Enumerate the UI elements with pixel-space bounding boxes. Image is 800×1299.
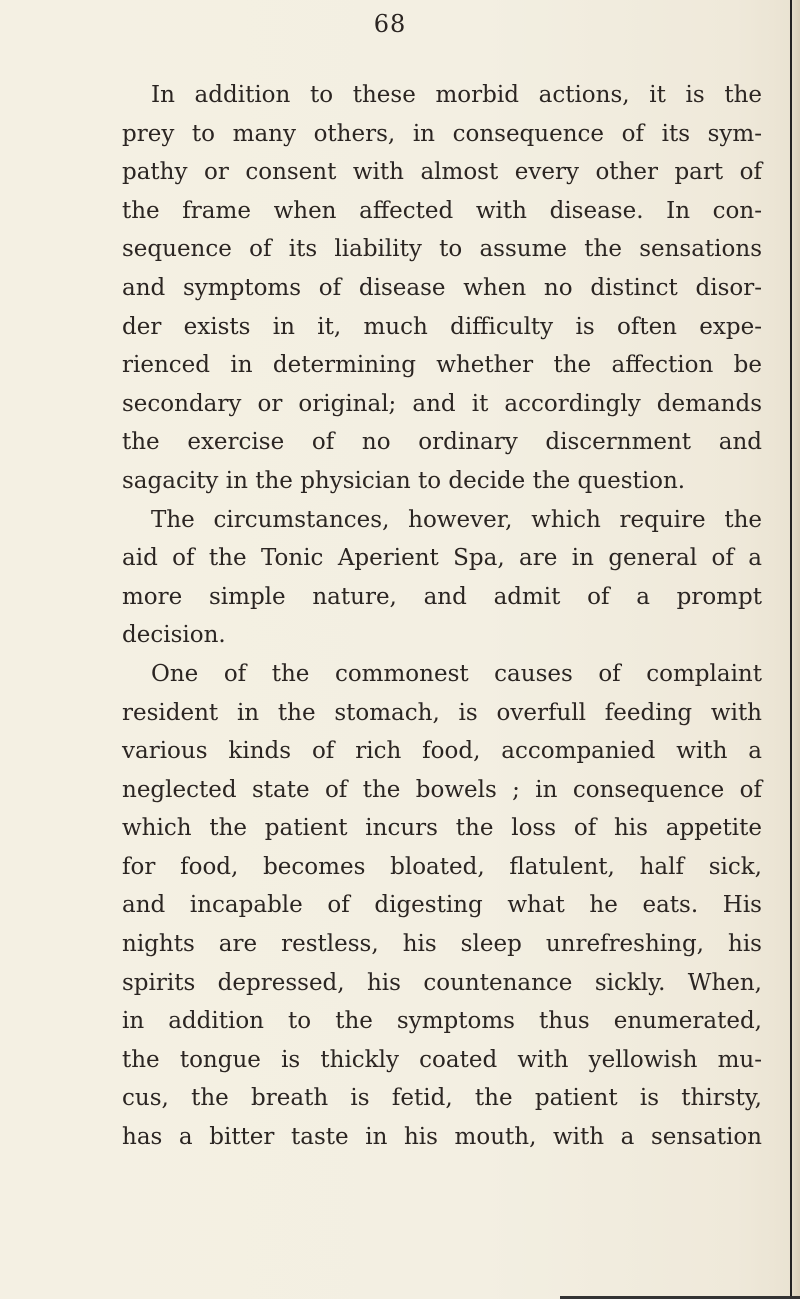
paragraph-3-line-2: resident in the stomach, is overfull feeding with <box>122 699 762 726</box>
paragraph-2-line-1: The circumstances, however, which require the <box>151 506 762 533</box>
paragraph-3-line-11: the tongue is thickly coated with yellowish mu- <box>122 1046 762 1073</box>
paragraph-1-line-9: secondary or original; and it accordingly demands <box>122 390 762 417</box>
paragraph-3-line-6: for food, becomes bloated, flatulent, half sick, <box>122 853 762 880</box>
paragraph-3-line-5: which the patient incurs the loss of his appetite <box>122 815 762 842</box>
paragraph-2-line-2: aid of the Tonic Aperient Spa, are in general of a <box>122 545 762 572</box>
paragraph-3-line-3: various kinds of rich food, accompanied with a <box>122 738 762 765</box>
paragraph-3-line-12: cus, the breath is fetid, the patient is thirsty, <box>122 1085 762 1112</box>
paragraph-3-line-10: in addition to the symptoms thus enumerated, <box>122 1008 762 1035</box>
paragraph-3-line-7: and incapable of digesting what he eats. His <box>122 892 762 919</box>
body-text <box>122 76 762 1157</box>
paragraph-1-line-4: the frame when affected with disease. In con- <box>122 197 762 224</box>
paragraph-3-line-1: One of the commonest causes of complaint <box>151 660 762 687</box>
paragraph-1-line-5: sequence of its liability to assume the sensations <box>122 236 762 263</box>
paragraph-2-line-4: decision. <box>122 622 226 649</box>
paragraph-1-line-8: rienced in determining whether the affection be <box>122 352 762 379</box>
paragraph-1-line-2: prey to many others, in consequence of its sym- <box>122 120 762 147</box>
paragraph-1-line-3: pathy or consent with almost every other part of <box>122 159 762 186</box>
paragraph-2-line-3: more simple nature, and admit of a prompt <box>122 583 762 610</box>
paragraph-1-line-7: der exists in it, much difficulty is often expe- <box>122 313 762 340</box>
paragraph-3-line-13: has a bitter taste in his mouth, with a sensation <box>122 1124 762 1151</box>
page-number: 68 <box>373 10 407 38</box>
paragraph-1-line-6: and symptoms of disease when no distinct disor- <box>122 274 762 301</box>
paragraph-1-line-10: the exercise of no ordinary discernment and <box>122 429 762 456</box>
paragraph-1-line-11: sagacity in the physician to decide the question. <box>122 467 686 494</box>
paragraph-1-line-1: In addition to these morbid actions, it is the <box>151 82 762 108</box>
paragraph-3-line-8: nights are restless, his sleep unrefreshing, his <box>122 931 762 958</box>
paragraph-3-line-4: neglected state of the bowels ; in consequence of <box>122 776 762 803</box>
page-edge-line <box>790 0 792 1299</box>
paragraph-3-line-9: spirits depressed, his countenance sickly. When, <box>122 969 762 996</box>
